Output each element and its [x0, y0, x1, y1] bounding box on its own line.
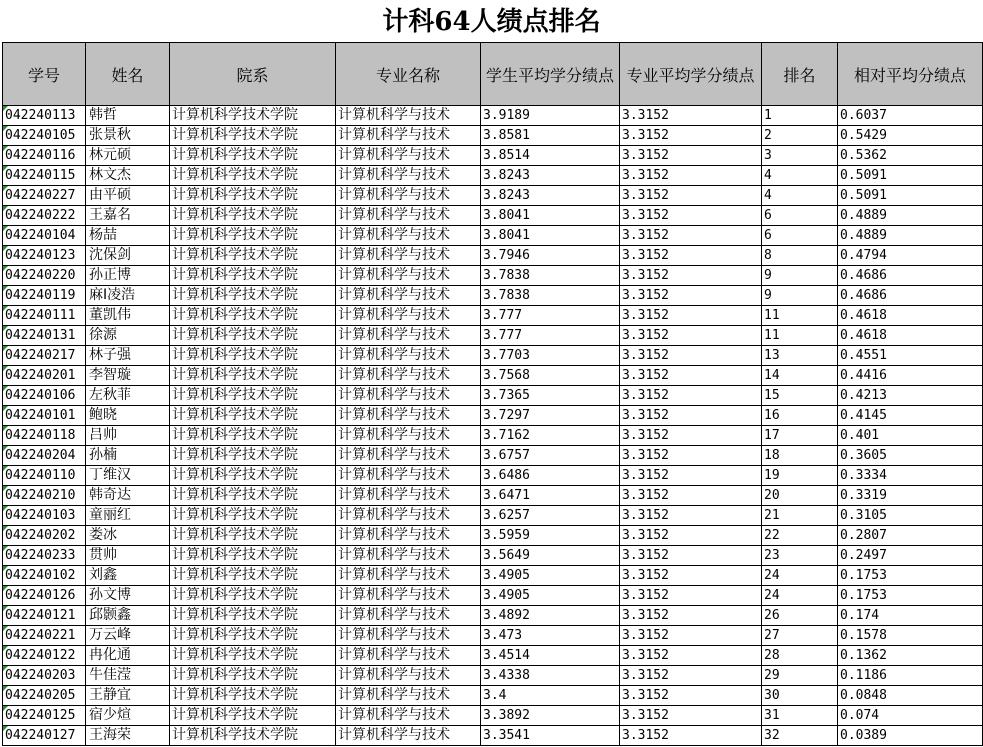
table-row — [3, 626, 983, 646]
col-header-major[interactable]: 专业名称 — [336, 43, 481, 106]
student-gpa-cell[interactable]: 3.4 — [481, 686, 620, 706]
name-cell[interactable]: 林子强 — [86, 346, 170, 366]
major-gpa-cell[interactable]: 3.3152 — [620, 646, 762, 666]
student-id-cell[interactable]: 042240110 — [3, 466, 86, 486]
student-gpa-cell[interactable]: 3.9189 — [481, 106, 620, 126]
relative-gpa-cell[interactable]: 0.4551 — [838, 346, 983, 366]
relative-gpa-cell[interactable]: 0.4145 — [838, 406, 983, 426]
name-cell[interactable]: 王嘉名 — [86, 206, 170, 226]
student-gpa-cell[interactable]: 3.8514 — [481, 146, 620, 166]
rank-cell[interactable]: 14 — [762, 366, 838, 386]
department-cell[interactable]: 计算机科学技术学院 — [170, 226, 336, 246]
student-id-cell[interactable]: 042240221 — [3, 626, 86, 646]
gpa-ranking-table — [2, 42, 983, 746]
relative-gpa-cell[interactable]: 0.0848 — [838, 686, 983, 706]
relative-gpa-cell[interactable]: 0.5429 — [838, 126, 983, 146]
col-header-student-gpa[interactable]: 学生平均学分绩点 — [481, 43, 620, 106]
major-gpa-cell[interactable]: 3.3152 — [620, 166, 762, 186]
major-cell[interactable]: 计算机科学与技术 — [336, 346, 481, 366]
relative-gpa-cell[interactable]: 0.4686 — [838, 266, 983, 286]
relative-gpa-cell[interactable]: 0.401 — [838, 426, 983, 446]
rank-cell[interactable]: 16 — [762, 406, 838, 426]
student-gpa-cell[interactable]: 3.4892 — [481, 606, 620, 626]
department-cell[interactable]: 计算机科学技术学院 — [170, 266, 336, 286]
name-cell[interactable]: 由平硕 — [86, 186, 170, 206]
major-gpa-cell[interactable]: 3.3152 — [620, 446, 762, 466]
student-gpa-cell[interactable]: 3.7703 — [481, 346, 620, 366]
rank-cell[interactable]: 28 — [762, 646, 838, 666]
name-cell[interactable]: 冉化通 — [86, 646, 170, 666]
student-id-cell[interactable]: 042240106 — [3, 386, 86, 406]
table-row — [3, 206, 983, 226]
major-cell[interactable]: 计算机科学与技术 — [336, 646, 481, 666]
name-cell[interactable]: 徐源 — [86, 326, 170, 346]
major-gpa-cell[interactable]: 3.3152 — [620, 406, 762, 426]
major-cell[interactable]: 计算机科学与技术 — [336, 486, 481, 506]
major-cell[interactable]: 计算机科学与技术 — [336, 426, 481, 446]
major-gpa-cell[interactable]: 3.3152 — [620, 366, 762, 386]
name-cell[interactable]: 鲍晓 — [86, 406, 170, 426]
major-cell[interactable]: 计算机科学与技术 — [336, 266, 481, 286]
relative-gpa-cell[interactable]: 0.1186 — [838, 666, 983, 686]
name-cell[interactable]: 李智璇 — [86, 366, 170, 386]
major-cell[interactable]: 计算机科学与技术 — [336, 146, 481, 166]
name-cell[interactable]: 沈保剑 — [86, 246, 170, 266]
student-gpa-cell[interactable]: 3.6757 — [481, 446, 620, 466]
rank-cell[interactable]: 11 — [762, 306, 838, 326]
department-cell[interactable]: 计算机科学技术学院 — [170, 366, 336, 386]
department-cell[interactable]: 计算机科学技术学院 — [170, 286, 336, 306]
department-cell[interactable]: 计算机科学技术学院 — [170, 506, 336, 526]
major-gpa-cell[interactable]: 3.3152 — [620, 466, 762, 486]
rank-cell[interactable]: 32 — [762, 726, 838, 746]
student-id-cell[interactable]: 042240202 — [3, 526, 86, 546]
table-row — [3, 486, 983, 506]
student-id-cell[interactable]: 042240205 — [3, 686, 86, 706]
major-cell[interactable]: 计算机科学与技术 — [336, 606, 481, 626]
rank-cell[interactable]: 11 — [762, 326, 838, 346]
major-cell[interactable]: 计算机科学与技术 — [336, 126, 481, 146]
rank-cell[interactable]: 6 — [762, 206, 838, 226]
relative-gpa-cell[interactable]: 0.4618 — [838, 306, 983, 326]
rank-cell[interactable]: 22 — [762, 526, 838, 546]
table-row — [3, 266, 983, 286]
major-gpa-cell[interactable]: 3.3152 — [620, 526, 762, 546]
rank-cell[interactable]: 31 — [762, 706, 838, 726]
major-cell[interactable]: 计算机科学与技术 — [336, 166, 481, 186]
student-id-cell[interactable]: 042240116 — [3, 146, 86, 166]
name-cell[interactable]: 左秋菲 — [86, 386, 170, 406]
department-cell[interactable]: 计算机科学技术学院 — [170, 486, 336, 506]
major-cell[interactable]: 计算机科学与技术 — [336, 666, 481, 686]
rank-cell[interactable]: 20 — [762, 486, 838, 506]
major-gpa-cell[interactable]: 3.3152 — [620, 546, 762, 566]
student-id-cell[interactable]: 042240101 — [3, 406, 86, 426]
major-gpa-cell[interactable]: 3.3152 — [620, 426, 762, 446]
major-cell[interactable]: 计算机科学与技术 — [336, 446, 481, 466]
department-cell[interactable]: 计算机科学技术学院 — [170, 406, 336, 426]
relative-gpa-cell[interactable]: 0.1362 — [838, 646, 983, 666]
name-cell[interactable]: 韩哲 — [86, 106, 170, 126]
relative-gpa-cell[interactable]: 0.1753 — [838, 566, 983, 586]
student-gpa-cell[interactable]: 3.4338 — [481, 666, 620, 686]
relative-gpa-cell[interactable]: 0.1753 — [838, 586, 983, 606]
rank-cell[interactable]: 24 — [762, 566, 838, 586]
department-cell[interactable]: 计算机科学技术学院 — [170, 646, 336, 666]
major-gpa-cell[interactable]: 3.3152 — [620, 726, 762, 746]
table-row — [3, 186, 983, 206]
name-cell[interactable]: 万云峰 — [86, 626, 170, 646]
major-cell[interactable]: 计算机科学与技术 — [336, 326, 481, 346]
name-cell[interactable]: 娄冰 — [86, 526, 170, 546]
major-gpa-cell[interactable]: 3.3152 — [620, 226, 762, 246]
major-gpa-cell[interactable]: 3.3152 — [620, 386, 762, 406]
major-cell[interactable]: 计算机科学与技术 — [336, 246, 481, 266]
major-gpa-cell[interactable]: 3.3152 — [620, 286, 762, 306]
major-cell[interactable]: 计算机科学与技术 — [336, 306, 481, 326]
major-gpa-cell[interactable]: 3.3152 — [620, 266, 762, 286]
col-header-relative-gpa[interactable]: 相对平均分绩点 — [838, 43, 983, 106]
department-cell[interactable]: 计算机科学技术学院 — [170, 206, 336, 226]
name-cell[interactable]: 贯帅 — [86, 546, 170, 566]
name-cell[interactable]: 宿少煊 — [86, 706, 170, 726]
rank-cell[interactable]: 21 — [762, 506, 838, 526]
relative-gpa-cell[interactable]: 0.1578 — [838, 626, 983, 646]
rank-cell[interactable]: 4 — [762, 186, 838, 206]
name-cell[interactable]: 邱颢鑫 — [86, 606, 170, 626]
rank-cell[interactable]: 29 — [762, 666, 838, 686]
table-row — [3, 146, 983, 166]
student-gpa-cell[interactable]: 3.6257 — [481, 506, 620, 526]
name-cell[interactable]: 孙文博 — [86, 586, 170, 606]
department-cell[interactable]: 计算机科学技术学院 — [170, 426, 336, 446]
relative-gpa-cell[interactable]: 0.5362 — [838, 146, 983, 166]
student-id-cell[interactable]: 042240131 — [3, 326, 86, 346]
student-gpa-cell[interactable]: 3.7568 — [481, 366, 620, 386]
department-cell[interactable]: 计算机科学技术学院 — [170, 666, 336, 686]
name-cell[interactable]: 刘鑫 — [86, 566, 170, 586]
department-cell[interactable]: 计算机科学技术学院 — [170, 586, 336, 606]
name-cell[interactable]: 杨喆 — [86, 226, 170, 246]
major-cell[interactable]: 计算机科学与技术 — [336, 366, 481, 386]
relative-gpa-cell[interactable]: 0.3105 — [838, 506, 983, 526]
student-gpa-cell[interactable]: 3.777 — [481, 306, 620, 326]
table-row — [3, 566, 983, 586]
student-id-cell[interactable]: 042240227 — [3, 186, 86, 206]
department-cell[interactable]: 计算机科学技术学院 — [170, 346, 336, 366]
name-cell[interactable]: 吕帅 — [86, 426, 170, 446]
student-id-cell[interactable]: 042240204 — [3, 446, 86, 466]
major-cell[interactable]: 计算机科学与技术 — [336, 546, 481, 566]
student-id-cell[interactable]: 042240126 — [3, 586, 86, 606]
student-id-cell[interactable]: 042240103 — [3, 506, 86, 526]
relative-gpa-cell[interactable]: 0.4889 — [838, 226, 983, 246]
major-gpa-cell[interactable]: 3.3152 — [620, 626, 762, 646]
department-cell[interactable]: 计算机科学技术学院 — [170, 686, 336, 706]
department-cell[interactable]: 计算机科学技术学院 — [170, 306, 336, 326]
table-row — [3, 646, 983, 666]
col-header-rank[interactable]: 排名 — [762, 43, 838, 106]
name-cell[interactable]: 孙正博 — [86, 266, 170, 286]
rank-cell[interactable]: 8 — [762, 246, 838, 266]
major-cell[interactable]: 计算机科学与技术 — [336, 506, 481, 526]
department-cell[interactable]: 计算机科学技术学院 — [170, 706, 336, 726]
col-header-student-id[interactable]: 学号 — [3, 43, 86, 106]
major-gpa-cell[interactable]: 3.3152 — [620, 566, 762, 586]
department-cell[interactable]: 计算机科学技术学院 — [170, 126, 336, 146]
student-gpa-cell[interactable]: 3.7365 — [481, 386, 620, 406]
department-cell[interactable]: 计算机科学技术学院 — [170, 166, 336, 186]
student-id-cell[interactable]: 042240201 — [3, 366, 86, 386]
table-row — [3, 346, 983, 366]
major-cell[interactable]: 计算机科学与技术 — [336, 406, 481, 426]
major-cell[interactable]: 计算机科学与技术 — [336, 386, 481, 406]
rank-cell[interactable]: 6 — [762, 226, 838, 246]
table-row — [3, 326, 983, 346]
relative-gpa-cell[interactable]: 0.5091 — [838, 166, 983, 186]
department-cell[interactable]: 计算机科学技术学院 — [170, 186, 336, 206]
student-id-cell[interactable]: 042240217 — [3, 346, 86, 366]
rank-cell[interactable]: 4 — [762, 166, 838, 186]
table-row — [3, 606, 983, 626]
student-gpa-cell[interactable]: 3.8041 — [481, 206, 620, 226]
student-id-cell[interactable]: 042240127 — [3, 726, 86, 746]
rank-cell[interactable]: 9 — [762, 286, 838, 306]
major-cell[interactable]: 计算机科学与技术 — [336, 526, 481, 546]
student-id-cell[interactable]: 042240122 — [3, 646, 86, 666]
major-gpa-cell[interactable]: 3.3152 — [620, 246, 762, 266]
name-cell[interactable]: 林元硕 — [86, 146, 170, 166]
rank-cell[interactable]: 24 — [762, 586, 838, 606]
student-gpa-cell[interactable]: 3.7946 — [481, 246, 620, 266]
student-id-cell[interactable]: 042240123 — [3, 246, 86, 266]
student-gpa-cell[interactable]: 3.3892 — [481, 706, 620, 726]
rank-cell[interactable]: 3 — [762, 146, 838, 166]
relative-gpa-cell[interactable]: 0.4618 — [838, 326, 983, 346]
major-cell[interactable]: 计算机科学与技术 — [336, 726, 481, 746]
department-cell[interactable]: 计算机科学技术学院 — [170, 146, 336, 166]
major-cell[interactable]: 计算机科学与技术 — [336, 626, 481, 646]
student-id-cell[interactable]: 042240105 — [3, 126, 86, 146]
rank-cell[interactable]: 19 — [762, 466, 838, 486]
table-row — [3, 666, 983, 686]
table-row — [3, 426, 983, 446]
table-row — [3, 726, 983, 746]
department-cell[interactable]: 计算机科学技术学院 — [170, 246, 336, 266]
rank-cell[interactable]: 17 — [762, 426, 838, 446]
student-id-cell[interactable]: 042240210 — [3, 486, 86, 506]
major-cell[interactable]: 计算机科学与技术 — [336, 586, 481, 606]
student-gpa-cell[interactable]: 3.6486 — [481, 466, 620, 486]
relative-gpa-cell[interactable]: 0.2497 — [838, 546, 983, 566]
relative-gpa-cell[interactable]: 0.3319 — [838, 486, 983, 506]
student-gpa-cell[interactable]: 3.5649 — [481, 546, 620, 566]
student-id-cell[interactable]: 042240220 — [3, 266, 86, 286]
student-gpa-cell[interactable]: 3.473 — [481, 626, 620, 646]
student-gpa-cell[interactable]: 3.8581 — [481, 126, 620, 146]
table-row — [3, 546, 983, 566]
student-id-cell[interactable]: 042240113 — [3, 106, 86, 126]
name-cell[interactable]: 童丽红 — [86, 506, 170, 526]
student-id-cell[interactable]: 042240115 — [3, 166, 86, 186]
major-gpa-cell[interactable]: 3.3152 — [620, 126, 762, 146]
table-row — [3, 506, 983, 526]
rank-cell[interactable]: 2 — [762, 126, 838, 146]
table-row — [3, 106, 983, 126]
table-row — [3, 526, 983, 546]
name-cell[interactable]: 丁维汉 — [86, 466, 170, 486]
relative-gpa-cell[interactable]: 0.4686 — [838, 286, 983, 306]
student-id-cell[interactable]: 042240233 — [3, 546, 86, 566]
major-cell[interactable]: 计算机科学与技术 — [336, 106, 481, 126]
major-cell[interactable]: 计算机科学与技术 — [336, 686, 481, 706]
department-cell[interactable]: 计算机科学技术学院 — [170, 326, 336, 346]
relative-gpa-cell[interactable]: 0.4794 — [838, 246, 983, 266]
department-cell[interactable]: 计算机科学技术学院 — [170, 546, 336, 566]
col-header-major-gpa[interactable]: 专业平均学分绩点 — [620, 43, 762, 106]
table-row — [3, 366, 983, 386]
department-cell[interactable]: 计算机科学技术学院 — [170, 626, 336, 646]
major-gpa-cell[interactable]: 3.3152 — [620, 146, 762, 166]
rank-cell[interactable]: 30 — [762, 686, 838, 706]
name-cell[interactable]: 牛佳滢 — [86, 666, 170, 686]
name-cell[interactable]: 董凯伟 — [86, 306, 170, 326]
table-row — [3, 246, 983, 266]
department-cell[interactable]: 计算机科学技术学院 — [170, 566, 336, 586]
major-gpa-cell[interactable]: 3.3152 — [620, 346, 762, 366]
rank-cell[interactable]: 27 — [762, 626, 838, 646]
relative-gpa-cell[interactable]: 0.6037 — [838, 106, 983, 126]
relative-gpa-cell[interactable]: 0.074 — [838, 706, 983, 726]
department-cell[interactable]: 计算机科学技术学院 — [170, 606, 336, 626]
major-cell[interactable]: 计算机科学与技术 — [336, 286, 481, 306]
header-row — [3, 43, 983, 106]
relative-gpa-cell[interactable]: 0.3605 — [838, 446, 983, 466]
student-id-cell[interactable]: 042240119 — [3, 286, 86, 306]
rank-cell[interactable]: 18 — [762, 446, 838, 466]
student-gpa-cell[interactable]: 3.7838 — [481, 266, 620, 286]
major-cell[interactable]: 计算机科学与技术 — [336, 226, 481, 246]
table-row — [3, 286, 983, 306]
student-gpa-cell[interactable]: 3.6471 — [481, 486, 620, 506]
student-id-cell[interactable]: 042240118 — [3, 426, 86, 446]
major-gpa-cell[interactable]: 3.3152 — [620, 686, 762, 706]
major-gpa-cell[interactable]: 3.3152 — [620, 606, 762, 626]
relative-gpa-cell[interactable]: 0.2807 — [838, 526, 983, 546]
rank-cell[interactable]: 23 — [762, 546, 838, 566]
major-gpa-cell[interactable]: 3.3152 — [620, 706, 762, 726]
student-gpa-cell[interactable]: 3.5959 — [481, 526, 620, 546]
rank-cell[interactable]: 15 — [762, 386, 838, 406]
major-gpa-cell[interactable]: 3.3152 — [620, 326, 762, 346]
department-cell[interactable]: 计算机科学技术学院 — [170, 106, 336, 126]
name-cell[interactable]: 孙楠 — [86, 446, 170, 466]
student-gpa-cell[interactable]: 3.8041 — [481, 226, 620, 246]
department-cell[interactable]: 计算机科学技术学院 — [170, 726, 336, 746]
name-cell[interactable]: 王静宜 — [86, 686, 170, 706]
department-cell[interactable]: 计算机科学技术学院 — [170, 526, 336, 546]
student-gpa-cell[interactable]: 3.777 — [481, 326, 620, 346]
relative-gpa-cell[interactable]: 0.4213 — [838, 386, 983, 406]
major-gpa-cell[interactable]: 3.3152 — [620, 586, 762, 606]
table-row — [3, 126, 983, 146]
student-gpa-cell[interactable]: 3.4514 — [481, 646, 620, 666]
col-header-name[interactable]: 姓名 — [86, 43, 170, 106]
sheet-title: 计科64人绩点排名 — [382, 7, 601, 37]
student-gpa-cell[interactable]: 3.4905 — [481, 586, 620, 606]
student-gpa-cell[interactable]: 3.3541 — [481, 726, 620, 746]
name-cell[interactable]: 韩奇达 — [86, 486, 170, 506]
major-cell[interactable]: 计算机科学与技术 — [336, 186, 481, 206]
relative-gpa-cell[interactable]: 0.3334 — [838, 466, 983, 486]
relative-gpa-cell[interactable]: 0.174 — [838, 606, 983, 626]
name-cell[interactable]: 林文杰 — [86, 166, 170, 186]
table-row — [3, 386, 983, 406]
department-cell[interactable]: 计算机科学技术学院 — [170, 386, 336, 406]
table-row — [3, 686, 983, 706]
relative-gpa-cell[interactable]: 0.4889 — [838, 206, 983, 226]
department-cell[interactable]: 计算机科学技术学院 — [170, 466, 336, 486]
student-id-cell[interactable]: 042240222 — [3, 206, 86, 226]
student-gpa-cell[interactable]: 3.7297 — [481, 406, 620, 426]
table-row — [3, 166, 983, 186]
table-row — [3, 226, 983, 246]
student-gpa-cell[interactable]: 3.7162 — [481, 426, 620, 446]
rank-cell[interactable]: 9 — [762, 266, 838, 286]
student-gpa-cell[interactable]: 3.8243 — [481, 186, 620, 206]
rank-cell[interactable]: 13 — [762, 346, 838, 366]
student-gpa-cell[interactable]: 3.7838 — [481, 286, 620, 306]
major-gpa-cell[interactable]: 3.3152 — [620, 306, 762, 326]
major-gpa-cell[interactable]: 3.3152 — [620, 186, 762, 206]
rank-cell[interactable]: 1 — [762, 106, 838, 126]
name-cell[interactable]: 王海荣 — [86, 726, 170, 746]
relative-gpa-cell[interactable]: 0.5091 — [838, 186, 983, 206]
major-cell[interactable]: 计算机科学与技术 — [336, 206, 481, 226]
student-id-cell[interactable]: 042240104 — [3, 226, 86, 246]
major-gpa-cell[interactable]: 3.3152 — [620, 206, 762, 226]
table-row — [3, 306, 983, 326]
major-gpa-cell[interactable]: 3.3152 — [620, 486, 762, 506]
student-id-cell[interactable]: 042240111 — [3, 306, 86, 326]
major-cell[interactable]: 计算机科学与技术 — [336, 706, 481, 726]
major-gpa-cell[interactable]: 3.3152 — [620, 106, 762, 126]
table-row — [3, 466, 983, 486]
major-gpa-cell[interactable]: 3.3152 — [620, 506, 762, 526]
student-id-cell[interactable]: 042240121 — [3, 606, 86, 626]
student-gpa-cell[interactable]: 3.4905 — [481, 566, 620, 586]
relative-gpa-cell[interactable]: 0.0389 — [838, 726, 983, 746]
major-cell[interactable]: 计算机科学与技术 — [336, 466, 481, 486]
major-cell[interactable]: 计算机科学与技术 — [336, 566, 481, 586]
student-id-cell[interactable]: 042240203 — [3, 666, 86, 686]
table-row — [3, 706, 983, 726]
table-row — [3, 586, 983, 606]
student-id-cell[interactable]: 042240125 — [3, 706, 86, 726]
name-cell[interactable]: 张景秋 — [86, 126, 170, 146]
department-cell[interactable]: 计算机科学技术学院 — [170, 446, 336, 466]
table-row — [3, 406, 983, 426]
col-header-department[interactable]: 院系 — [170, 43, 336, 106]
table-row — [3, 446, 983, 466]
rank-cell[interactable]: 26 — [762, 606, 838, 626]
relative-gpa-cell[interactable]: 0.4416 — [838, 366, 983, 386]
major-gpa-cell[interactable]: 3.3152 — [620, 666, 762, 686]
student-id-cell[interactable]: 042240102 — [3, 566, 86, 586]
name-cell[interactable]: 麻I凌浩 — [86, 286, 170, 306]
student-gpa-cell[interactable]: 3.8243 — [481, 166, 620, 186]
